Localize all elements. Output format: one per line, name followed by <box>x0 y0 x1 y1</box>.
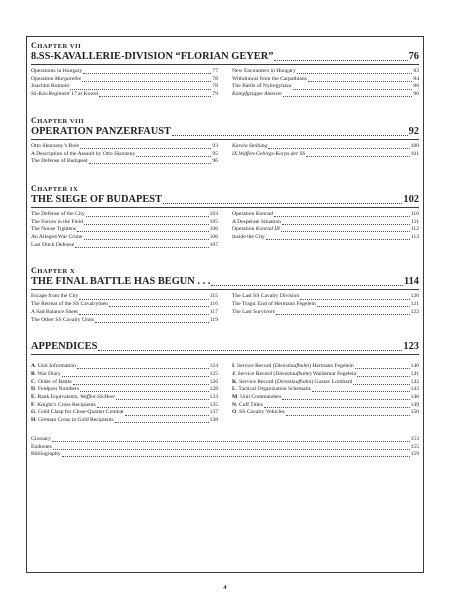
right-column <box>232 293 419 324</box>
dot-leader <box>163 203 402 204</box>
chapter-title: THE FINAL BATTLE HAS BEGUN . . . <box>31 276 211 288</box>
appendix-entry: N. Cuff Titles 149 <box>232 401 419 408</box>
toc-entry: Withdrawal from the Carpathians 84 <box>232 75 419 82</box>
appendices-page: 123 <box>403 341 419 353</box>
appendix-entry: I. Service Record (Dienstlaufbahn) Hermann Fegelein 140 <box>232 363 419 370</box>
chapter-page: 114 <box>403 276 419 288</box>
chapter-title-row <box>31 194 419 208</box>
chapter-title: OPERATION PANZERFAUST <box>31 125 171 137</box>
chapter-page: 102 <box>403 193 419 205</box>
toc-entry: New Encounters in Hungary 83 <box>232 68 419 74</box>
chapter-number: CHAPTER VII <box>31 41 82 50</box>
chapter-title-row <box>31 276 419 290</box>
toc-entry: The Defense of Budapest 96 <box>31 158 218 165</box>
left-column <box>31 363 218 425</box>
toc-entry: The Retreat of the SS Cavalrymen 116 <box>31 301 218 308</box>
toc-entry: The Forces in the Field 105 <box>31 218 218 225</box>
chapter-page: 76 <box>408 51 419 62</box>
end-matter-entry: Glossary 153 <box>31 435 419 442</box>
toc-entry: Karola Stellung 100 <box>232 142 419 149</box>
appendices-title-row <box>31 341 419 355</box>
toc-entry: Operation Konrad 110 <box>232 210 419 217</box>
dot-leader <box>98 350 402 351</box>
toc-entry: The Defense of the City 103 <box>31 210 218 217</box>
toc-entry: Operation Margarethe 78 <box>31 75 218 82</box>
toc-entry: A Desperate Situation 111 <box>232 218 419 225</box>
appendix-entry: H. German Cross in Gold Recipients 138 <box>31 417 218 424</box>
end-matter-list <box>31 436 419 459</box>
appendix-entry: B. War Diary 125 <box>31 370 218 377</box>
left-column <box>31 143 218 166</box>
chapter-title-row <box>31 126 419 140</box>
chapter-title-row <box>31 51 419 65</box>
appendix-entry: C. Order of Battle 126 <box>31 378 218 385</box>
toc-entry: Operation Konrad III 112 <box>232 226 419 233</box>
toc-entry: Otto Skorzeny’s Role 93 <box>31 142 218 149</box>
right-column <box>232 68 419 99</box>
chapter-page: 92 <box>408 125 419 137</box>
chapter-title: THE SIEGE OF BUDAPEST <box>31 193 162 205</box>
table-of-contents <box>31 41 419 459</box>
toc-entry: The Battle of Nyiregyhaza 88 <box>232 83 419 90</box>
toc-entry: Inside the City 113 <box>232 234 419 241</box>
left-column <box>31 68 218 99</box>
toc-entry: The Other SS Cavalry Units 119 <box>31 316 218 323</box>
dot-leader <box>172 135 408 136</box>
toc-entry: SS-Kav.Regiment 17 at Kowel 79 <box>31 91 218 98</box>
chapter-viii <box>31 116 419 166</box>
chapter-x <box>31 266 419 324</box>
chapter-title: 8.SS-KAVALLERIE-DIVISION “FLORIAN GEYER” <box>31 51 274 62</box>
appendix-entry: O. SS Cavalry Vehicles 150 <box>232 409 419 416</box>
appendix-entry: G. Gold Clasp for Close-Quarter Combat 137 <box>31 409 218 416</box>
toc-entry: Last Ditch Defense 107 <box>31 241 218 248</box>
right-column <box>232 363 419 425</box>
appendices-list <box>31 363 419 425</box>
toc-entry: An Alleged War Crime 106 <box>31 234 218 241</box>
toc-entry: The Last SS Cavalry Division 120 <box>232 293 419 300</box>
chapter-number: CHAPTER X <box>31 266 76 276</box>
right-column <box>232 143 419 166</box>
left-column <box>31 211 218 250</box>
right-column <box>232 211 419 250</box>
appendices-title: APPENDICES <box>31 341 98 353</box>
toc-entry: Operations in Hungary 77 <box>31 68 218 74</box>
toc-entry: The Noose Tightens 106 <box>31 226 218 233</box>
appendix-entry: J. Service Record (Dienstlaufbahn) Waldemar Fegelein 141 <box>232 370 419 377</box>
appendix-entry: K. Service Record (Dienstlaufbahn) Gustav Lombard 142 <box>232 378 419 385</box>
page-number: 4 <box>223 584 227 591</box>
dot-leader <box>211 285 403 286</box>
appendix-entry: L. Tactical Organization Schematic 143 <box>232 386 419 393</box>
chapter-ix <box>31 184 419 250</box>
toc-entry: Escape from the City 115 <box>31 293 218 300</box>
appendix-entry: M. Unit Commanders 146 <box>232 394 419 401</box>
end-matter-entry: Endnotes 155 <box>31 443 419 450</box>
appendix-entry: E. Rank Equivalents, Waffen-SS/Heer 133 <box>31 394 218 401</box>
toc-entry: The Tragic End of Hermann Fegelein 121 <box>232 301 419 308</box>
chapter-number: CHAPTER VIII <box>31 115 85 125</box>
left-column <box>31 293 218 324</box>
appendix-entry: D. Feldpost Numbers 128 <box>31 386 218 393</box>
chapter-vii <box>31 41 419 99</box>
toc-entry: A Description of the Assault by Otto Skorzeny 95 <box>31 150 218 157</box>
dot-leader <box>274 60 407 61</box>
toc-entry: Kampfgruppe Ameiser 90 <box>232 91 419 98</box>
end-matter-entry: Bibliography 159 <box>31 451 419 458</box>
toc-entry: IX.Waffen-Gebirgs-Korps der SS 101 <box>232 150 419 157</box>
appendix-entry: A. Unit Information 124 <box>31 363 218 370</box>
appendix-entry: F. Knight’s Cross Recipients 135 <box>31 401 218 408</box>
chapter-number: CHAPTER IX <box>31 183 79 193</box>
toc-entry: The Last Survivors 122 <box>232 308 419 315</box>
toc-entry: Joachim Rumohr 78 <box>31 83 218 90</box>
toc-entry: A Sad Balance Sheet 117 <box>31 308 218 315</box>
